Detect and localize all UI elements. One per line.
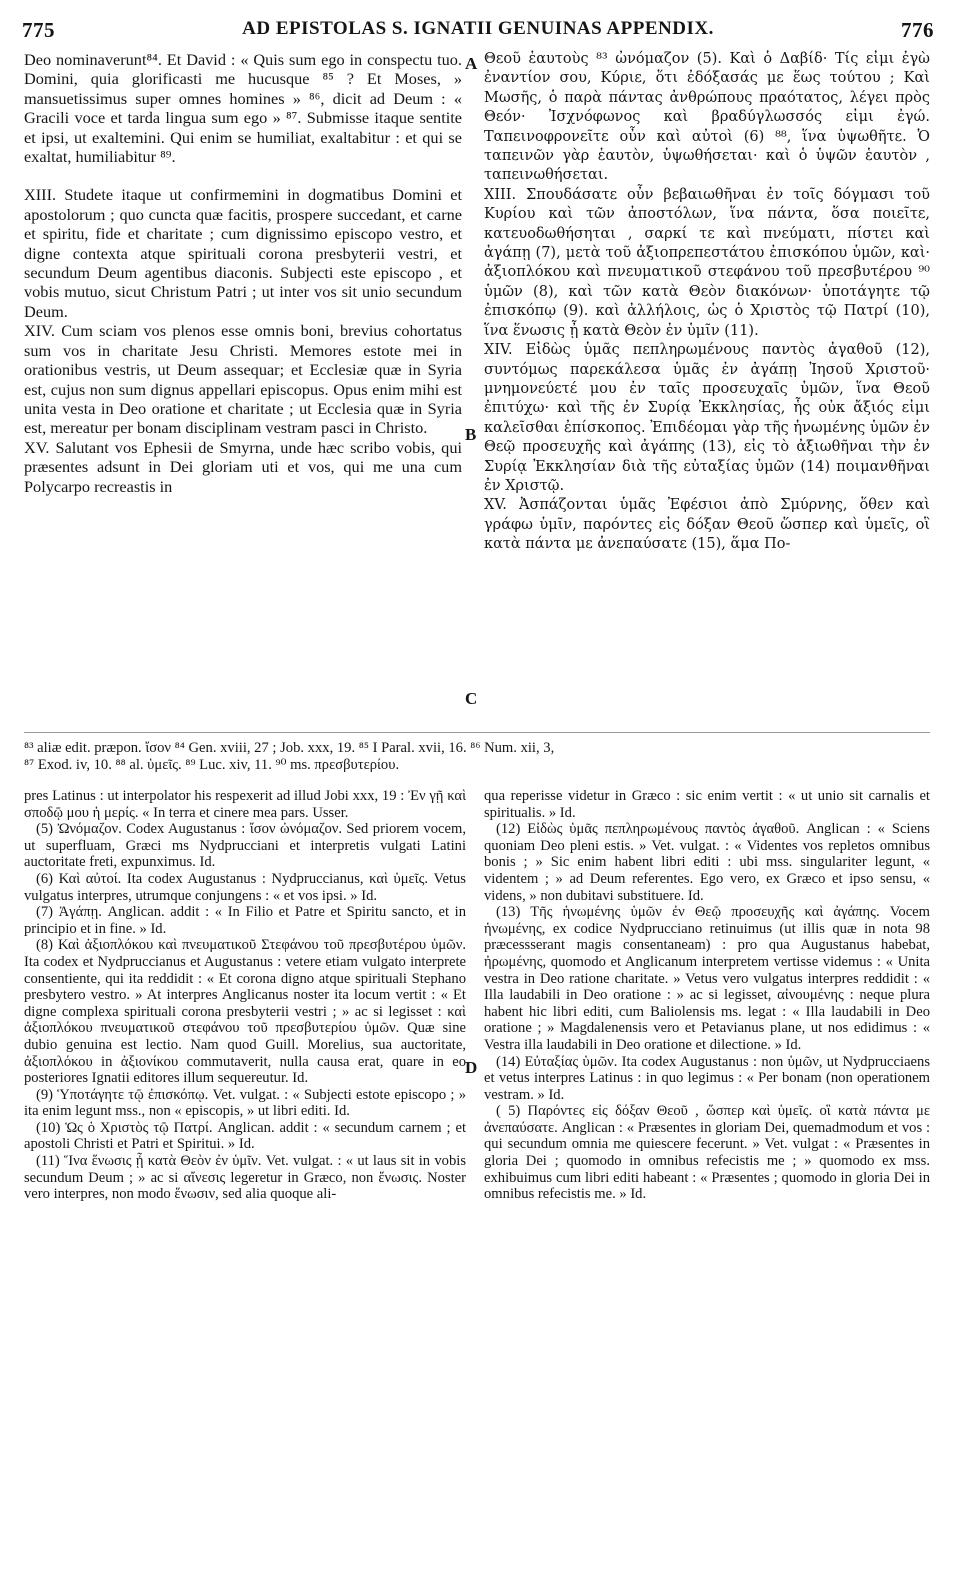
commentary-note: (8) Καὶ ἀξιοπλόκου καὶ πνευματικοῦ Στεφάνου τοῦ πρεσβυτέρου ὑμῶν. Ita codex et Nydpruccianus et Augustanus : vetere etiam vulgato interprete consentiente, qui ita reddidit : « Et corona digno atque spirituali Stephano presbytero vestro. » At interpres Anglicanus noster ita locum vertit : « Et digne complexa spirituali corona presbyterii vestri ; » ac si legisset : καὶ ἀξιοπλόκου πνευματικοῦ στεφάνου τοῦ πρεσβυτερίου ὑμῶν. Quæ sine dubio genuina est lectio. Nam quod Guill. Morelius, sua auctoritate, ἀξιοπλόκου in ἀξιονίκου commutaverit, nulla causa erat, quare in eo posteriores Ignatii editores illum sequereutur. Id. [24,937,466,1087]
commentary-note: (13) Τῆς ἡνωμένης ὑμῶν ἐν Θεῷ προσευχῆς καὶ ἀγάπης. Vocem ἡνωμένης, ex codice Nydprucciano retinuimus (ut illis quæ in nota 98 præcessserant magis consentaneam) : pro qua Augustanus habebat, ἠρωμένης, quomodo et Anglicanum interpretem vertisse videmus : « Unita vestra in Deo ratione charitate. » Vetus vero vulgatus interpres reddidit : « Illa laudabili in Deo oratione : » ac si legisset, αἰνουμένης : neque plura habent hic libri editi, cum Baliolensis ms. legat : « Illa laudabili in Deo oratione ; » Magdalenensis vero et Petavianus plane, ut nos edidimus : « Vestra illa laudabili in Deo oratione et dilectione. » Id. [484,904,930,1053]
commentary-note: ( 5) Παρόντες εἰς δόξαν Θεοῦ , ὥσπερ καὶ ὑμεῖς. οἳ κατὰ πάντα με ἀνεπαύσατε. Anglican : « Præsentes in gloriam Dei, quemadmodum et vos : qui secundum omnia me quiescere fecerunt. » Vet. vulgat : « Præsentes in gloria Dei ; quomodo in omnibus refecistis me ; » quomodo ex mss. exhibuimus cum libri editi habeant : « Præsentes ; quomodo in gloria Dei in omnibus refecistis me. » Id. [484,1103,930,1203]
commentary-right-column [484,788,930,1203]
footnotes [24,740,930,774]
commentary-note: (7) Ἀγάπῃ. Anglican. addit : « In Filio et Patre et Spiritu sancto, et in principio et in fine. » Id. [24,904,466,937]
page-number-left: 775 [22,18,55,42]
commentary-note: pres Latinus : ut interpolator his respexerit ad illud Jobi xxx, 19 : Ἐν γῇ καὶ σποδῷ μου ἡ μερίς. « In terra et cinere mea pars. Usser. [24,788,466,821]
commentary-note: (9) Ὑποτάγητε τῷ ἐπισκόπῳ. Vet. vulgat. : « Subjecti estote episcopo ; » ita enim legunt mss., non « episcopis, » ut libri editi. Id. [24,1086,466,1120]
section-marker-d: D [465,1058,478,1077]
section-marker-b: B [465,425,477,444]
commentary-note: qua reperisse videtur in Græco : sic enim vertit : « ut unio sit carnalis et spiritualis. » Id. [484,788,930,821]
section-marker-a: A [465,54,478,73]
footnote-line: ⁸⁷ Exod. iv, 10. ⁸⁸ al. ὑμεῖς. ⁸⁹ Luc. xiv, 11. ⁹⁰ ms. πρεσβυτερίου. [24,757,400,773]
latin-paragraph: XIII. Studete itaque ut confirmemini in dogmatibus Domini et apostolorum ; quo cuncta quæ facitis, prospere succedant, et carne et spiritu, fide et charitate ; cum dignissimo episcopo vestro, et digne contexta atque spirituali corona presbyterii vestri, et secundum Deum agentibus diaconis. Subjecti este episcopo , et vobis mutuo, sicut Christum Patri ; ut inter vos sit unio secundum Deum. [24,185,462,321]
commentary-note: (5) Ὠνόμαζον. Codex Augustanus : ἴσον ὠνόμαζον. Sed priorem vocem, ut superfluam, Græci ms Nydprucciani et interpretis vulgati Latini auctoritate freti, expunximus. Id. [24,821,466,871]
commentary-left-column [24,788,466,1203]
page-number-right: 776 [901,18,934,42]
greek-paragraph: Θεοῦ ἑαυτοὺς ⁸³ ὠνόμαζον (5). Καὶ ὁ Δαβίδ· Τίς εἰμι ἐγὼ ἐναντίον σου, Κύριε, ὅτι ἐδόξασάς με ἕως τούτου ; Καὶ Μωσῆς, ὁ παρὰ πάντας ἀνθρώπους πραότατος, λέγει πρὸς Θεόν· Ἰσχνόφωνος καὶ βραδύγλωσσός εἰμι ἐγώ. Ταπεινοφρονεῖτε οὖν καὶ αὐτοὶ (6) ⁸⁸, ἵνα ὑψωθῆτε. Ὁ ταπεινῶν γὰρ ἑαυτὸν, ὑψωθήσεται· καὶ ὁ ὑψῶν ἑαυτὸν , ταπεινωθήσεται. [484,51,930,184]
greek-paragraph: XIII. Σπουδάσατε οὖν βεβαιωθῆναι ἐν τοῖς δόγμασι τοῦ Κυρίου καὶ τῶν ἀποστόλων, ἵνα πάντα, ὅσα ποιεῖτε, κατευοδωθήσηται , σαρκί τε καὶ πνεύματι, πίστει καὶ ἀγάπῃ (7), μετὰ τοῦ ἀξιοπρεπεστάτου ἐπισκόπου ὑμῶν, καὶ· ἀξιοπλόκου καὶ πνευματικοῦ στεφάνου τοῦ πρεσβυτέρου ⁹⁰ ὑμῶν (8), καὶ τῶν κατὰ Θεὸν διακόνων· ὑποτάγητε τῷ ἐπισκόπῳ (9). καὶ ἀλλήλοις, ὡς ὁ Χριστὸς τῷ Πατρί (10), ἵνα ἕνωσις ᾖ κατὰ Θεὸν ἐν ὑμῖν (11). [484,186,930,339]
latin-paragraph: XIV. Cum sciam vos plenos esse omnis boni, brevius cohortatus sum vos in charitate Jesu Christi. Memores estote mei in orationibus vestris, ut Deum assequar; et Ecclesiæ quæ in Syria est, cujus non sum dignus appellari episcopus. Opus enim mihi est unita vesta in Deo oratione et charitate ; ut Ecclesia quæ in Syria est, mereatur per bonam disciplinam vestram pasci in Christo. [24,321,462,438]
commentary-note: (11) Ἵνα ἕνωσις ᾖ κατὰ Θεὸν ἐν ὑμῖν. Vet. vulgat. : « ut laus sit in vobis secundum Deum ; » ac si αἴνεσις legeretur in Græco, non ἕνωσις. Noster vero interpres, non modo ἕνωσιν, sed alia quoque ali- [24,1153,466,1203]
separator-line [24,732,930,733]
commentary-note: (10) Ὡς ὁ Χριστὸς τῷ Πατρί. Anglican. addit : « secundum carnem ; et apostoli Christi et Patri et Spiritui. » Id. [24,1119,466,1153]
commentary-note: (14) Εὐταξίας ὑμῶν. Ita codex Augustanus : non ὑμῶν, ut Nydprucciaens et vetus interpres Latinus : in quo legimus : « Per bonam (non operationem vestram. » Id. [484,1053,930,1103]
greek-text-column [484,50,930,555]
greek-paragraph: XIV. Εἰδὼς ὑμᾶς πεπληρωμένους παντὸς ἀγαθοῦ (12), συντόμως παρεκάλεσα ὑμᾶς ἐν ἀγάπῃ Ἰησοῦ Χριστοῦ· μνημονεύετέ μου ἐν ταῖς προσευχαῖς ὑμῶν, ἵνα Θεοῦ ἐπιτύχω· καὶ τῆς ἐν Συρίᾳ Ἐκκλησίας, ἧς οὐκ ἄξιός εἰμι καλεῖσθαι ἐπίσκοπος. Ἐπιδέομαι γὰρ τῆς ἡνωμένης ὑμῶν ἐν Θεῷ προσευχῆς καὶ ἀγάπης (13), εἰς τὸ ἀξιωθῆναι τὴν ἐν Συρίᾳ Ἐκκλησίαν διὰ τῆς εὐταξίας ὑμῶν (14) ποιμανθῆναι ἐν Χριστῷ. [484,342,930,494]
running-title: AD EPISTOLAS S. IGNATII GENUINAS APPENDIX. [242,18,714,39]
latin-paragraph: XV. Salutant vos Ephesii de Smyrna, unde hæc scribo vobis, qui præsentes adsunt in Dei gloriam uti et vos, qui me una cum Polycarpo recreastis in [24,437,462,496]
commentary-note: (12) Εἰδὼς ὑμᾶς πεπληρωμένους παντὸς ἀγαθοῦ. Anglican : « Sciens quoniam Deo pleni estis. » Vet. vulgat. : « Videntes vos repletos omnibus bonis ; » Sic enim habent libri editi : ubi mss. singulariter legunt, « videntem ; » ad Deum referentes. Ego vero, ex Græco et ipso sensu, « videns, » non dubitavi substituere. Id. [484,821,930,904]
greek-paragraph: XV. Ἀσπάζονται ὑμᾶς Ἐφέσιοι ἀπὸ Σμύρνης, ὅθεν καὶ γράφω ὑμῖν, παρόντες εἰς δόξαν Θεοῦ ὥσπερ καὶ ὑμεῖς, οἳ κατὰ πάντα με ἀνεπαύσατε (15), ἅμα Πο- [484,497,930,553]
section-marker-c: C [465,689,478,708]
latin-paragraph: Deo nominaverunt⁸⁴. Et David : « Quis sum ego in conspectu tuo. Domini, quia glorificasti me hucusque ⁸⁵ ? Et Moses, » mansuetissimus super omnes homines » ⁸⁶, dicit ad Deum : « Gracili voce et tarda lingua sum ego » ⁸⁷. Submisse itaque sentite et ipsi, ut exaltemini. Qui enim se humiliat, exaltabitur : et qui se exaltat, humiliabitur ⁸⁹. [24,50,462,167]
commentary-note: (6) Καὶ αὐτοί. Ita codex Augustanus : Nydpruccianus, καὶ ὑμεῖς. Vetus vulgatus interpres, utrumque conjungens : « et vos ipsi. » Id. [24,870,466,904]
latin-text-column [24,50,462,496]
footnote-line: ⁸³ aliæ edit. præpon. ἴσον ⁸⁴ Gen. xviii, 27 ; Job. xxx, 19. ⁸⁵ I Paral. xvii, 16. ⁸⁶ Num. xii, 3, [24,740,555,756]
running-header [22,14,934,48]
